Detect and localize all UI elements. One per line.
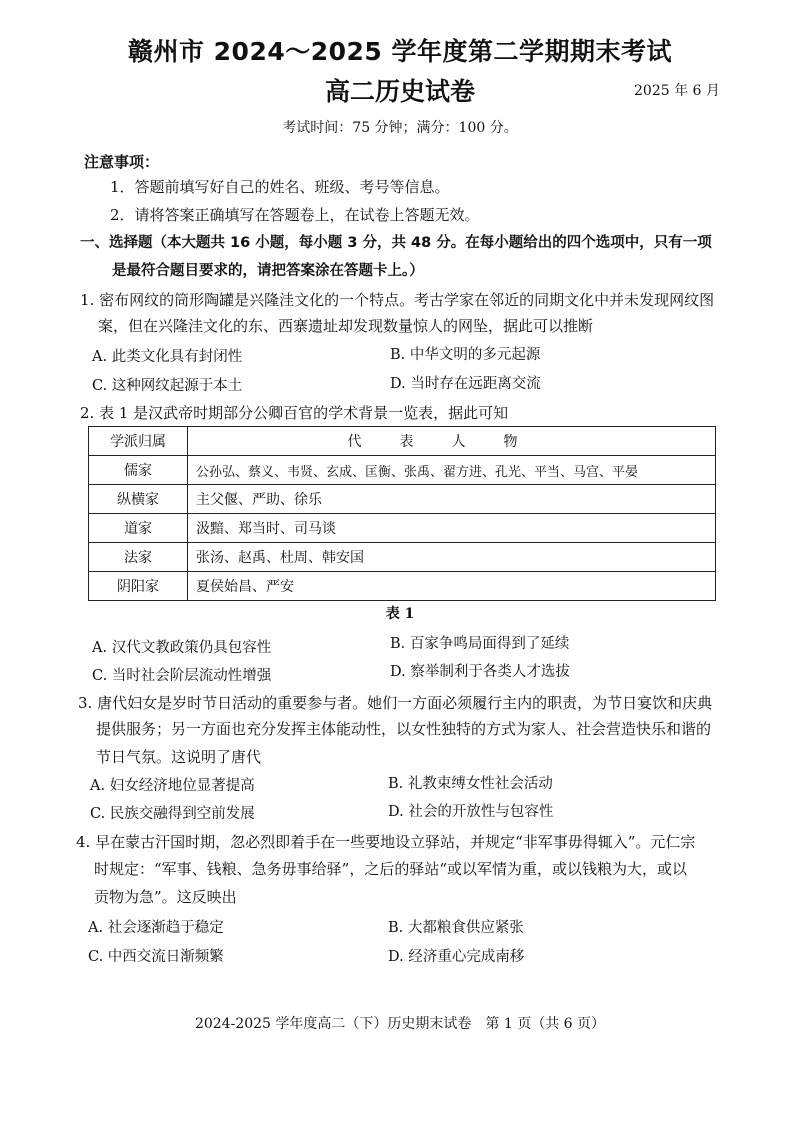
q3-stem-line-2: 提供服务；另一方面也充分发挥主体能动性，以女性独特的方式为家人、社会营造快乐和谐的 — [96, 720, 712, 738]
table-cell-people: 公孙弘、蔡义、韦贤、玄成、匡衡、张禹、翟方进、孔光、平当、马宫、平晏 — [188, 456, 716, 485]
q3-option-a: A. 妇女经济地位显著提高 — [90, 778, 255, 794]
table-cell-school: 阴阳家 — [89, 572, 188, 601]
q4-stem-line-3: 贡物为急”。这反映出 — [94, 888, 237, 906]
table-cell-school: 纵横家 — [89, 485, 188, 514]
q3-option-b: B. 礼教束缚女性社会活动 — [388, 776, 553, 792]
q4-option-d: D. 经济重心完成南移 — [388, 949, 525, 965]
q3-option-d: D. 社会的开放性与包容性 — [388, 804, 554, 820]
page-footer: 2024-2025 学年度高二（下）历史期末试卷 第 1 页（共 6 页） — [194, 1016, 606, 1032]
table-row — [89, 543, 716, 572]
q2-option-d: D. 察举制利于各类人才选拔 — [390, 664, 570, 680]
q2-stem: 2. 表 1 是汉武帝时期部分公卿百官的学术背景一览表，据此可知 — [80, 404, 509, 422]
exam-date: 2025 年 6 月 — [634, 83, 720, 99]
table-cell-school: 儒家 — [89, 456, 188, 485]
q4-option-b: B. 大都粮食供应紧张 — [388, 920, 524, 936]
table-cell-school: 道家 — [89, 514, 188, 543]
table-row — [89, 485, 716, 514]
q2-option-a: A. 汉代文教政策仍具包容性 — [92, 640, 272, 656]
notice-heading: 注意事项： — [84, 153, 160, 171]
table-1 — [88, 426, 716, 601]
q4-stem-line-2: 时规定：“军事、钱粮、急务毋事给驿”，之后的驿站“或以军情为重，或以钱粮为大，或以 — [94, 860, 688, 878]
q4-option-c: C. 中西交流日渐频繁 — [88, 949, 224, 965]
q1-stem-line-1: 1. 密布网纹的筒形陶罐是兴隆洼文化的一个特点。考古学家在邻近的同期文化中并未发现网纹图 — [80, 291, 715, 309]
exam-title: 赣州市 2024～2025 学年度第二学期期末考试 — [127, 37, 673, 66]
q3-option-c: C. 民族交融得到空前发展 — [90, 806, 255, 822]
table-row — [89, 514, 716, 543]
q2-option-b: B. 百家争鸣局面得到了延续 — [390, 636, 570, 652]
table-row — [89, 456, 716, 485]
notice-item-1: 1．答题前填写好自己的姓名、班级、考号等信息。 — [110, 178, 450, 196]
q2-option-c: C. 当时社会阶层流动性增强 — [92, 668, 272, 684]
section-heading-cont: 是最符合题目要求的，请把答案涂在答题卡上。） — [112, 263, 424, 279]
q4-stem-line-1: 4. 早在蒙古汗国时期，忽必烈即着手在一些要地设立驿站，并规定“非军事毋得辄入”。元仁宗 — [76, 833, 696, 851]
q1-option-d: D. 当时存在远距离交流 — [390, 376, 541, 392]
q1-option-a: A. 此类文化具有封闭性 — [92, 349, 243, 365]
table-header-representatives: 代表人物 — [188, 427, 716, 456]
table-cell-people: 主父偃、严助、徐乐 — [188, 485, 716, 514]
q4-option-a: A. 社会逐渐趋于稳定 — [88, 920, 224, 936]
table-caption: 表 1 — [385, 606, 415, 622]
q1-option-b: B. 中华文明的多元起源 — [390, 347, 541, 363]
table-cell-school: 法家 — [89, 543, 188, 572]
table-cell-people: 汲黯、郑当时、司马谈 — [188, 514, 716, 543]
q3-stem-line-3: 节日气氛。这说明了唐代 — [96, 748, 262, 766]
table-cell-people: 张汤、赵禹、杜周、韩安国 — [188, 543, 716, 572]
table-header-school: 学派归属 — [89, 427, 188, 456]
notice-item-2: 2．请将答案正确填写在答题卷上，在试卷上答题无效。 — [110, 206, 480, 224]
section-heading: 一、选择题（本大题共 16 小题，每小题 3 分，共 48 分。在每小题给出的四个选项中，只有一项 — [80, 235, 712, 251]
q1-option-c: C. 这种网纹起源于本土 — [92, 378, 243, 394]
q3-stem-line-1: 3. 唐代妇女是岁时节日活动的重要参与者。她们一方面必须履行主内的职责，为节日宴饮和庆典 — [78, 694, 713, 712]
table-row — [89, 572, 716, 601]
exam-subtitle: 高二历史试卷 — [324, 77, 475, 106]
table-header-row — [89, 427, 716, 456]
table-cell-people: 夏侯始昌、严安 — [188, 572, 716, 601]
q1-stem-line-2: 案，但在兴隆洼文化的东、西寨遗址却发现数量惊人的网坠，据此可以推断 — [98, 317, 594, 335]
exam-info: 考试时间：75 分钟；满分：100 分。 — [282, 120, 518, 136]
